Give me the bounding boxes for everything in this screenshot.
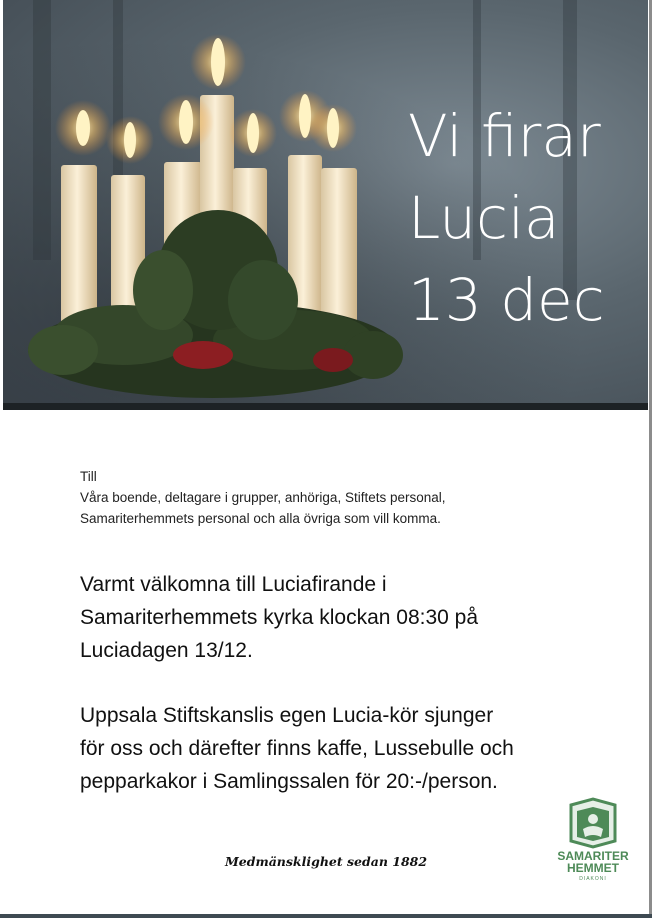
logo-line: SAMARITER <box>557 849 629 863</box>
hero-image <box>3 0 648 410</box>
logo-wordmark <box>545 850 641 874</box>
window-sill <box>3 403 648 410</box>
paragraph-line: Varmt välkomna till Luciafirande i <box>80 573 387 596</box>
welcome-paragraph <box>80 568 600 667</box>
hero-title-line: Vi firar <box>408 102 601 170</box>
invitation-recipients <box>80 466 600 529</box>
hero-title-line: 13 dec <box>408 266 605 334</box>
page-border <box>0 914 652 918</box>
program-paragraph <box>80 699 600 798</box>
paragraph-line: Luciadagen 13/12. <box>80 639 253 662</box>
logo-subtitle: DIAKONI <box>579 876 607 882</box>
paragraph-line: Uppsala Stiftskanslis egen Lucia-kör sjunger <box>80 704 494 727</box>
recipients-line: Våra boende, deltagare i grupper, anhöriga, Stiftets personal, <box>80 490 446 505</box>
hero-title <box>408 95 638 341</box>
paragraph-line: för oss och därefter finns kaffe, Lussebulle och <box>80 737 514 760</box>
paragraph-line: pepparkakor i Samlingssalen för 20:-/person. <box>80 770 498 793</box>
footer-motto: Medmänsklighet sedan 1882 <box>224 854 428 869</box>
recipients-line: Samariterhemmets personal och alla övriga som vill komma. <box>80 511 441 526</box>
hero-title-line: Lucia <box>408 184 560 252</box>
recipients-line: Till <box>80 469 97 484</box>
logo-line: HEMMET <box>567 861 619 875</box>
paragraph-line: Samariterhemmets kyrka klockan 08:30 på <box>80 606 479 629</box>
